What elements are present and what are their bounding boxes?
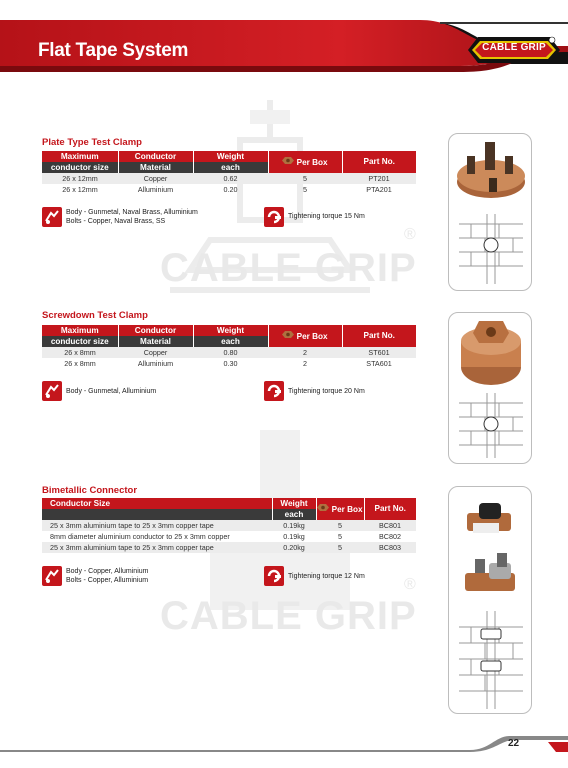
material-line-2: Bolts - Copper, Naval Brass, SS	[66, 218, 166, 225]
watermark-text-2: CABLE GRIP	[160, 594, 417, 638]
col-header-weight-bottom: each	[193, 336, 268, 347]
col-header-weight-top: Weight	[193, 151, 268, 162]
col-header-conductor-bottom: Material	[118, 336, 193, 347]
section-title-screwdown: Screwdown Test Clamp	[42, 310, 148, 321]
per-box-label: Per Box	[296, 158, 328, 167]
material-note	[66, 387, 156, 396]
cell-weight: 0.19kg	[283, 532, 305, 541]
nut-icon	[282, 156, 294, 165]
cell-material: Copper	[118, 173, 193, 184]
col-header-max-top: Maximum	[42, 151, 118, 162]
material-line-1: Body - Copper, Alluminium	[66, 568, 149, 575]
material-line-1: Body - Gunmetal, Naval Brass, Alluminium	[66, 209, 198, 216]
col-header-conductor-bottom: Material	[118, 162, 193, 173]
torque-icon	[264, 566, 284, 586]
header-band	[0, 0, 568, 98]
table-row	[42, 173, 416, 184]
col-header-weight-bottom: each	[193, 162, 268, 173]
cell-part: ST601	[342, 347, 416, 358]
col-header-weight-bottom: each	[272, 509, 316, 520]
col-header-spacer	[42, 509, 272, 520]
torque-note: Tightening torque 15 Nm	[288, 213, 365, 220]
col-header-max-bottom: conductor size	[42, 162, 118, 173]
cell-material: Copper	[118, 347, 193, 358]
nut-icon	[282, 330, 294, 339]
cable-grip-logo	[468, 35, 560, 65]
cell-size: 26 x 8mm	[42, 347, 118, 358]
material-line-2: Bolts - Copper, Alluminium	[66, 577, 149, 584]
table-row	[42, 520, 416, 531]
cell-size: 8mm diameter aluminium conductor to 25 x 3mm copper	[50, 532, 230, 541]
section-title-plate-type: Plate Type Test Clamp	[42, 137, 142, 148]
col-header-conductor-top: Conductor	[118, 325, 193, 336]
cell-weight: 0.19kg	[272, 520, 316, 531]
material-line-1: Body - Gunmetal, Alluminium	[66, 388, 157, 395]
cell-material: Alluminium	[137, 359, 174, 368]
per-box-label: Per Box	[331, 505, 363, 514]
watermark-text-1: CABLE GRIP	[160, 246, 417, 290]
cell-part: PTA201	[366, 185, 392, 194]
plate-type-spec-table	[42, 151, 416, 195]
screwdown-spec-table	[42, 325, 416, 369]
screwdown-clamp-image	[448, 312, 532, 464]
plate-type-clamp-image	[448, 133, 532, 291]
torque-note: Tightening torque 12 Nm	[288, 573, 365, 580]
cell-per-box: 5	[268, 173, 342, 184]
watermark-registered-1: ®	[404, 226, 416, 243]
cell-part: STA601	[366, 359, 392, 368]
col-header-part-no: Part No.	[364, 498, 416, 520]
table-row	[42, 347, 416, 358]
section-title-bimetallic: Bimetallic Connector	[42, 485, 138, 496]
cell-per-box: 2	[303, 359, 307, 368]
material-icon	[42, 381, 62, 401]
cell-size: 26 x 12mm	[62, 185, 98, 194]
col-header-per-box	[268, 325, 342, 347]
cell-part: PT201	[342, 173, 416, 184]
cell-size: 25 x 3mm aluminium tape to 25 x 3mm copper tape	[42, 520, 272, 531]
per-box-label: Per Box	[296, 332, 328, 341]
cell-size: 26 x 12mm	[42, 173, 118, 184]
cell-weight: 0.80	[193, 347, 268, 358]
table-row	[42, 358, 416, 369]
cell-weight: 0.20	[223, 185, 238, 194]
material-icon	[42, 566, 62, 586]
col-header-per-box	[316, 498, 364, 520]
col-header-max-top: Maximum	[42, 325, 118, 336]
footer-swoosh-graphic	[0, 730, 568, 768]
logo-text: CABLE GRIP	[482, 42, 546, 53]
nut-icon	[317, 503, 329, 512]
material-note	[66, 208, 198, 226]
material-note	[66, 567, 148, 585]
cell-weight: 0.20kg	[272, 542, 316, 553]
page-number: 22	[508, 738, 520, 749]
bimetallic-connector-image	[448, 486, 532, 714]
cell-per-box: 5	[316, 542, 364, 553]
cell-size: 25 x 3mm aluminium tape to 25 x 3mm copper tape	[42, 542, 272, 553]
cell-per-box: 5	[303, 185, 307, 194]
watermark-registered-2: ®	[404, 576, 416, 593]
torque-icon	[264, 207, 284, 227]
col-header-part-no: Part No.	[342, 151, 416, 173]
bimetallic-spec-table	[42, 498, 416, 553]
table-row	[42, 542, 416, 553]
table-row	[42, 531, 416, 542]
cell-per-box: 2	[268, 347, 342, 358]
torque-icon	[264, 381, 284, 401]
col-header-conductor-size: Conductor Size	[42, 498, 272, 509]
cell-per-box: 5	[338, 532, 342, 541]
col-header-per-box	[268, 151, 342, 173]
cell-material: Alluminium	[137, 185, 174, 194]
cell-size: 26 x 8mm	[64, 359, 96, 368]
cell-per-box: 5	[316, 520, 364, 531]
cell-part: BC801	[364, 520, 416, 531]
cell-part: BC803	[364, 542, 416, 553]
col-header-weight-top: Weight	[193, 325, 268, 336]
page-title: Flat Tape System	[38, 40, 189, 61]
col-header-conductor-top: Conductor	[118, 151, 193, 162]
cell-weight: 0.62	[193, 173, 268, 184]
material-icon	[42, 207, 62, 227]
col-header-weight-top: Weight	[272, 498, 316, 509]
col-header-part-no: Part No.	[342, 325, 416, 347]
cell-part: BC802	[379, 532, 401, 541]
table-row	[42, 184, 416, 195]
col-header-max-bottom: conductor size	[42, 336, 118, 347]
torque-note: Tightening torque 20 Nm	[288, 388, 365, 395]
cell-weight: 0.30	[223, 359, 238, 368]
